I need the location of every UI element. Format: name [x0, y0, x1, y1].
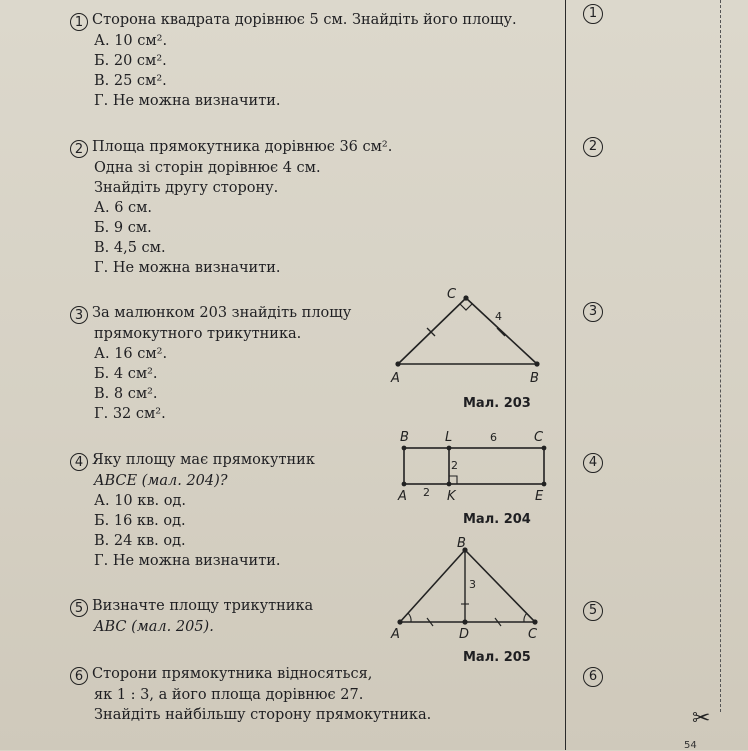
- page-number: 54: [684, 740, 697, 751]
- vertex-label: C: [447, 287, 457, 302]
- answer-option[interactable]: А. 10 кв. од.: [94, 493, 186, 509]
- answer-marker[interactable]: 2: [583, 137, 603, 157]
- figure-caption: Мал. 204: [463, 512, 531, 527]
- question-number: 6: [70, 667, 88, 685]
- answer-marker[interactable]: 3: [583, 302, 603, 322]
- question-number: 4: [70, 453, 88, 471]
- answer-option[interactable]: В. 24 кв. од.: [94, 533, 186, 549]
- question-6: [70, 664, 431, 725]
- question-1: [70, 10, 517, 111]
- answer-option[interactable]: Б. 9 см.: [94, 220, 152, 236]
- answer-option[interactable]: Г. Не можна визначити.: [94, 93, 281, 109]
- question-3: [70, 303, 351, 424]
- side-label: 6: [490, 431, 497, 444]
- answer-option[interactable]: Б. 16 кв. од.: [94, 513, 186, 529]
- figure-caption: Мал. 203: [463, 396, 531, 411]
- question-2: [70, 137, 392, 278]
- side-label: 4: [495, 310, 502, 323]
- answer-option[interactable]: В. 8 см².: [94, 386, 158, 402]
- vertex-label: B: [530, 371, 539, 384]
- question-text: Площа прямокутника дорівнює 36 см².: [92, 139, 393, 155]
- answer-option[interactable]: В. 25 см².: [94, 73, 167, 89]
- answer-option[interactable]: А. 16 см².: [94, 346, 168, 362]
- figure-204: [392, 426, 562, 508]
- answer-option[interactable]: В. 4,5 см.: [94, 240, 166, 256]
- question-text: Сторони прямокутника відносяться,: [92, 666, 373, 682]
- question-number: 5: [70, 599, 88, 617]
- question-number: 2: [70, 140, 88, 158]
- figure-203: [385, 284, 555, 384]
- answer-option[interactable]: Б. 20 см².: [94, 53, 167, 69]
- vertex-label: D: [459, 627, 470, 642]
- vertex-label: C: [534, 430, 544, 445]
- answer-option[interactable]: А. 10 см².: [94, 33, 168, 49]
- question-text: ABC (мал. 205).: [94, 619, 214, 635]
- vertex-label: A: [398, 489, 407, 504]
- question-text: як 1 : 3, а його площа дорівнює 27.: [94, 687, 364, 703]
- vertex-label: B: [400, 430, 409, 445]
- question-4: [70, 450, 315, 571]
- vertex-label: A: [391, 371, 400, 384]
- vertex-label: B: [457, 536, 466, 551]
- vertex-label: L: [445, 430, 453, 445]
- side-label: 2: [451, 459, 458, 472]
- question-number: 1: [70, 13, 88, 31]
- answer-marker[interactable]: 5: [583, 601, 603, 621]
- answer-marker[interactable]: 4: [583, 453, 603, 473]
- scissors-icon: ✂: [692, 706, 711, 731]
- question-text: ABCE (мал. 204)?: [94, 473, 228, 489]
- question-text: Яку площу має прямокутник: [92, 452, 315, 468]
- figure-205: [385, 536, 555, 644]
- answer-marker[interactable]: 6: [583, 667, 603, 687]
- question-text: Визначте площу трикутника: [92, 598, 314, 614]
- answer-option[interactable]: Г. Не можна визначити.: [94, 553, 281, 569]
- answer-option[interactable]: Г. 32 см².: [94, 406, 166, 422]
- question-text: Знайдіть другу сторону.: [94, 180, 279, 196]
- answer-option[interactable]: А. 6 см.: [94, 200, 153, 216]
- height-label: 3: [469, 578, 476, 591]
- figure-caption: Мал. 205: [463, 650, 531, 665]
- column-divider: [565, 0, 566, 750]
- vertex-label: A: [391, 627, 400, 642]
- vertex-label: E: [535, 489, 544, 504]
- question-text: За малюнком 203 знайдіть площу: [92, 305, 352, 321]
- question-text: прямокутного трикутника.: [94, 326, 302, 342]
- side-label: 2: [423, 486, 430, 499]
- question-text: Знайдіть найбільшу сторону прямокутника.: [94, 707, 432, 723]
- question-text: Одна зі сторін дорівнює 4 см.: [94, 160, 321, 176]
- answer-marker[interactable]: 1: [583, 4, 603, 24]
- question-text: Сторона квадрата дорівнює 5 см. Знайдіть його площу.: [92, 12, 517, 28]
- answer-option[interactable]: Б. 4 см².: [94, 366, 158, 382]
- vertex-label: K: [447, 489, 456, 504]
- vertex-label: C: [528, 627, 538, 642]
- cut-line: [720, 0, 721, 712]
- answer-option[interactable]: Г. Не можна визначити.: [94, 260, 281, 276]
- question-number: 3: [70, 306, 88, 324]
- question-5: [70, 596, 313, 637]
